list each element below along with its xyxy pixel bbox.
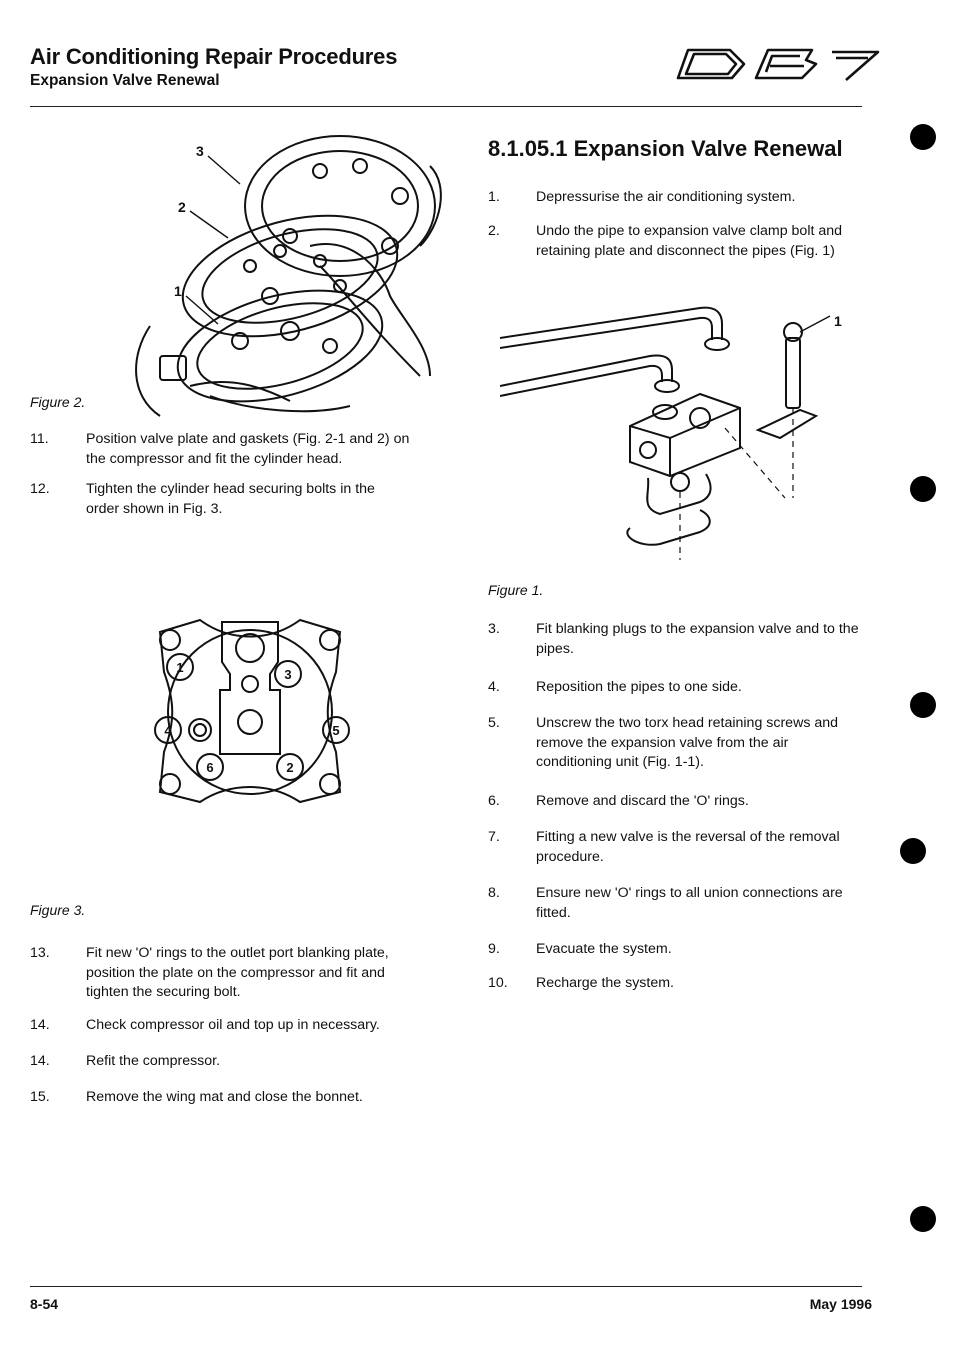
step-text: Refit the compressor.	[86, 1053, 221, 1069]
figure-3-bolt-order-diagram	[140, 612, 360, 812]
step-text: Fitting a new valve is the reversal of the removal procedure.	[536, 829, 840, 865]
step-text: Tighten the cylinder head securing bolts in the order shown in Fig. 3.	[86, 481, 375, 517]
step-number: 3.	[488, 621, 500, 637]
fig2-callout-3: 3	[196, 143, 204, 159]
header-rule	[30, 106, 862, 107]
step-text: Position valve plate and gaskets (Fig. 2-1 and 2) on the compressor and fit the cylinder head.	[86, 431, 410, 467]
step-8	[488, 884, 888, 928]
binder-hole-icon	[900, 838, 926, 864]
step-number: 5.	[488, 715, 500, 731]
section-heading: 8.1.05.1 Expansion Valve Renewal	[488, 136, 843, 161]
figure-1-expansion-valve-diagram	[500, 298, 860, 568]
step-number: 11.	[30, 431, 49, 447]
step-number: 10.	[488, 975, 508, 991]
bolt-number-5: 5	[332, 723, 340, 738]
step-text: Remove the wing mat and close the bonnet.	[86, 1089, 363, 1105]
step-text: Depressurise the air conditioning system.	[536, 189, 796, 205]
step-number: 14.	[30, 1053, 50, 1069]
figure-2-illustration	[90, 126, 450, 418]
step-number: 15.	[30, 1089, 50, 1105]
step-text: Check compressor oil and top up in necessary.	[86, 1017, 380, 1033]
figure-3-caption: Figure 3.	[30, 902, 86, 918]
step-text: Fit blanking plugs to the expansion valve and to the pipes.	[536, 621, 859, 657]
step-7	[488, 828, 888, 872]
bolt-number-6: 6	[206, 760, 214, 775]
fig2-callout-1: 1	[174, 283, 182, 299]
step-1	[488, 188, 888, 210]
page-number: 8-54	[30, 1296, 59, 1312]
step-6	[488, 792, 888, 814]
fig2-callout-2: 2	[178, 199, 186, 215]
step-14-refit	[30, 1052, 450, 1074]
figure-2-caption: Figure 2.	[30, 394, 86, 410]
binder-hole-icon	[910, 692, 936, 718]
step-number: 9.	[488, 941, 500, 957]
step-9	[488, 940, 888, 962]
step-text: Remove and discard the 'O' rings.	[536, 793, 749, 809]
step-10	[488, 974, 888, 996]
step-text: Recharge the system.	[536, 975, 674, 991]
bolt-number-4: 4	[164, 723, 172, 738]
step-number: 12.	[30, 481, 50, 497]
step-14-check-oil	[30, 1016, 450, 1038]
step-13	[30, 944, 450, 1008]
bolt-number-2: 2	[286, 760, 294, 775]
step-11	[30, 430, 450, 474]
step-number: 6.	[488, 793, 500, 809]
step-text: Fit new 'O' rings to the outlet port blanking plate, position the plate on the compressor and fit and tighten the securing bolt.	[86, 945, 389, 1000]
step-number: 4.	[488, 679, 500, 695]
step-12	[30, 480, 450, 524]
footer-date: May 1996	[809, 1296, 872, 1312]
fig1-callout-1: 1	[834, 313, 842, 329]
binder-hole-icon	[910, 1206, 936, 1232]
step-number: 1.	[488, 189, 500, 205]
step-text: Unscrew the two torx head retaining screws and remove the expansion valve from the air conditioning unit (Fig. 1-1).	[536, 715, 839, 770]
db7-logo	[672, 44, 892, 84]
footer-rule	[30, 1286, 862, 1287]
binder-hole-icon	[910, 476, 936, 502]
step-4	[488, 678, 888, 700]
step-number: 8.	[488, 885, 500, 901]
step-15	[30, 1088, 450, 1110]
step-number: 2.	[488, 223, 500, 239]
page-title: Air Conditioning Repair Procedures	[30, 44, 398, 69]
bolt-number-3: 3	[284, 667, 292, 682]
step-2	[488, 222, 888, 266]
binder-hole-icon	[910, 124, 936, 150]
step-3	[488, 620, 888, 664]
figure-1-caption: Figure 1.	[488, 582, 544, 598]
step-number: 7.	[488, 829, 500, 845]
step-text: Evacuate the system.	[536, 941, 672, 957]
step-text: Ensure new 'O' rings to all union connections are fitted.	[536, 885, 843, 921]
step-number: 14.	[30, 1017, 50, 1033]
bolt-number-1: 1	[176, 660, 184, 675]
step-text: Undo the pipe to expansion valve clamp bolt and retaining plate and disconnect the pipes (Fig. 1)	[536, 223, 843, 259]
page-subtitle: Expansion Valve Renewal	[30, 72, 220, 89]
step-text: Reposition the pipes to one side.	[536, 679, 742, 695]
step-5	[488, 714, 888, 778]
step-number: 13.	[30, 945, 50, 961]
